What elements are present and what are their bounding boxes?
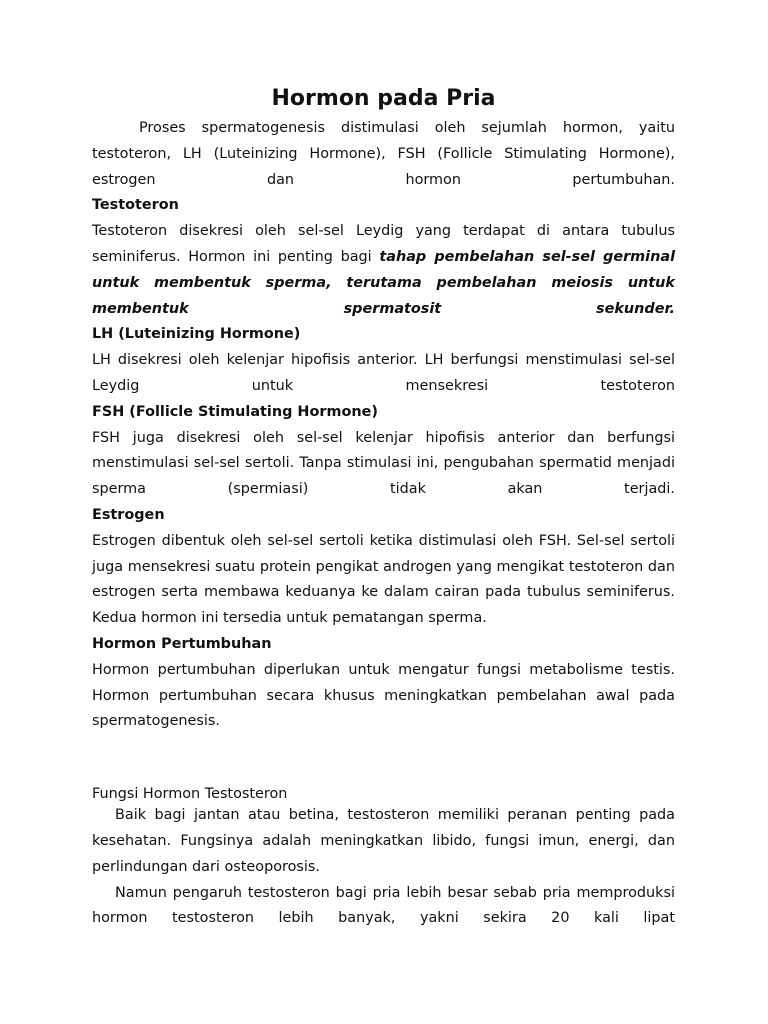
section-heading-lh: LH (Luteinizing Hormone)	[92, 326, 301, 343]
section-text-hormon-pertumbuhan: Hormon pertumbuhan diperlukan untuk mengatur fungsi metabolisme testis. Hormon pertumbuhan secara khusus meningkatkan pembelahan awal pada spermatogenesis.	[92, 661, 675, 730]
fungsi-paragraph-1: Baik bagi jantan atau betina, testosteron memiliki peranan penting pada kesehatan. Fungsinya adalah meningkatkan libido, fungsi imun, energi, dan perlindungan dari osteoporosis.	[92, 807, 675, 875]
section-text-testoteron	[92, 219, 675, 322]
document-title: Hormon pada Pria	[271, 86, 496, 111]
intro-paragraph: Proses spermatogenesis distimulasi oleh sejumlah hormon, yaitu testoteron, LH (Luteinizing Hormone), FSH (Follicle Stimulating Hormone), estrogen dan hormon pertumbuhan.	[92, 120, 675, 188]
section-text-estrogen: Estrogen dibentuk oleh sel-sel sertoli ketika distimulasi oleh FSH. Sel-sel sertoli juga mensekresi suatu protein pengikat androgen yang mengikat testoteron dan estrogen serta membawa keduanya ke dalam cairan pada tubulus seminiferus. Kedua hormon ini tersedia untuk pematangan sperma.	[92, 532, 675, 627]
subheading-fungsi-testosteron: Fungsi Hormon Testosteron	[92, 786, 288, 803]
testoteron-emphasis-text: tahap pembelahan sel-sel germinal untuk membentuk sperma, terutama pembelahan meiosis untuk membentuk spermatosit sekunder.	[92, 248, 675, 317]
section-heading-estrogen: Estrogen	[92, 506, 165, 523]
section-text-lh: LH disekresi oleh kelenjar hipofisis anterior. LH berfungsi menstimulasi sel-sel Leydig untuk mensekresi testoteron	[92, 352, 675, 394]
spacer	[92, 735, 675, 785]
testoteron-plain-text: Testoteron disekresi oleh sel-sel Leydig yang terdapat di antara tubulus seminiferus. Hormon ini penting bagi	[92, 223, 675, 265]
section-heading-fsh: FSH (Follicle Stimulating Hormone)	[92, 403, 378, 420]
section-heading-testoteron: Testoteron	[92, 197, 179, 214]
document-page	[92, 84, 675, 932]
fungsi-paragraph-2: Namun pengaruh testosteron bagi pria lebih besar sebab pria memproduksi hormon testosteron lebih banyak, yakni sekira 20 kali lipat	[92, 884, 675, 927]
section-heading-hormon-pertumbuhan: Hormon Pertumbuhan	[92, 635, 272, 652]
section-text-fsh: FSH juga disekresi oleh sel-sel kelenjar hipofisis anterior dan berfungsi menstimulasi sel-sel sertoli. Tanpa stimulasi ini, pengubahan spermatid menjadi sperma (spermiasi) tidak akan terjadi.	[92, 429, 675, 498]
